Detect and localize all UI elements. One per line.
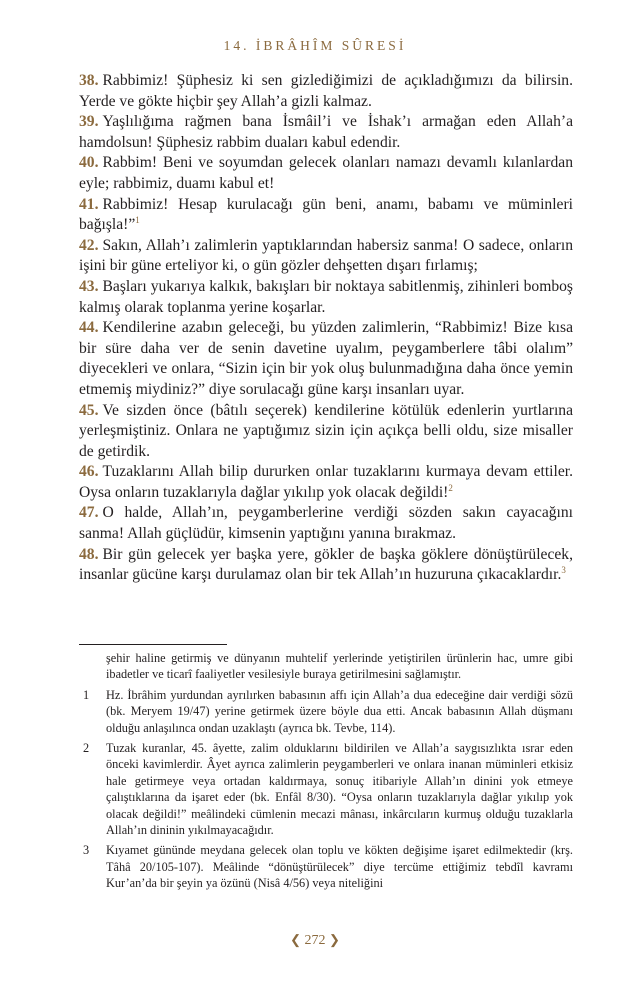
- footnote: [79, 740, 573, 838]
- footnote: [79, 687, 573, 736]
- verse-number: 43.: [79, 277, 99, 295]
- verse-number: 42.: [79, 236, 99, 254]
- footnote-list: [79, 650, 573, 896]
- verse-text: Rabbim! Beni ve soyumdan gelecek olanları namazı devamlı kılanlardan eyle; rabbimiz, duamı kabul et!: [79, 154, 573, 192]
- footnote-number: 3: [83, 843, 90, 858]
- verse: [79, 277, 573, 318]
- verse: [79, 195, 573, 236]
- verse-list: [79, 71, 573, 586]
- footnote-separator: [79, 644, 227, 645]
- verse-number: 38.: [79, 72, 99, 89]
- footnote-text: Tuzak kuranlar, 45. âyette, zalim olduklarını bildirilen ve Allah’a saygısızlıkta ısrar eden önceki kavimlerdir. Âyet ayrıca zalimlerin peygamberleri ve onlara inanan müminleri etkisiz hale getirmeye veya ortadan kaldırmaya, sonuç itibariyle Allah’ın dinini yok etmeye çalıştıklarına da işaret eder (bk. Enfâl 8/30). “Oysa onların tuzaklarıyla dağlar yıkılıp yok olacak değildi!” meâlindeki cümlenin mecazi mânası, inkârcıların kurmuş olduğu tuzaklarla Allah’ın dininin yıkılmayacağıdır.: [106, 741, 573, 838]
- running-header: 14. İBRÂHÎM SÛRESİ: [223, 38, 407, 53]
- footnote-text: şehir haline getirmiş ve dünyanın muhtelif yerlerinde yetiştirilen ürünlerin hac, umre gibi ibadetler ve ticarî faaliyetler vesilesiyle buraya getirilmesini sağlamıştır.: [106, 651, 573, 682]
- verse-number: 40.: [79, 154, 99, 172]
- verse-number: 39.: [79, 113, 99, 131]
- verse: [79, 112, 573, 153]
- verse-text: Bir gün gelecek yer başka yere, gökler de başka göklere dönüştürülecek, insanlar gücüne karşı durulamaz olan bir tek Allah’ın huzuruna çıkacaklardır.: [79, 545, 573, 584]
- verse-text: Sakın, Allah’ı zalimlerin yaptıklarından habersiz sanma! O sadece, onların işini bir güne erteliyor ki, o gün gözler dehşetten dışarı fırlamış;: [79, 236, 573, 275]
- page-number: 272: [304, 933, 326, 948]
- footnote-number: 2: [83, 741, 90, 756]
- verse-text: Kendilerine azabın geleceği, bu yüzden zalimlerin, “Rabbimiz! Bize kısa bir süre daha ver de senin davetine uyalım, peygamberlere tâbi olalım” diyecekleri ve onlara, “Sizin için bir yok oluş bulunmadığına daha önce yemin etmemiş miydiniz?” diye sorulacağı güne karşı insanları uyar.: [79, 319, 573, 398]
- ornament-left-icon: ❮: [290, 932, 301, 947]
- footnote-text: Kıyamet gününde meydana gelecek olan toplu ve kökten değişime işaret edilmektedir (krş. Tâhâ 20/105-107). Meâlinde “dönüştürülecek” diye tercüme ettiğimiz tebdîl kavramı Kur’an’da bir şeyin ya özünü (Nisâ 4/56) veya niteliğini: [106, 843, 573, 891]
- verse-text: Ve sizden önce (bâtılı seçerek) kendilerine kötülük edenlerin yurtlarına yerleşmiştiniz. Onlara ne yaptığımız sizin için açıkça belli oldu, size misaller de getirdik.: [79, 401, 573, 460]
- verse: [79, 545, 573, 586]
- verse-number: 41.: [79, 195, 99, 213]
- page-number-container: [0, 932, 630, 949]
- verse: [79, 71, 573, 112]
- verse-text: Rabbimiz! Şüphesiz ki sen gizlediğimizi de açıkladığımızı da bilirsin. Yerde ve gökte hiçbir şey Allah’a gizli kalmaz.: [79, 72, 573, 110]
- verse-text: Tuzaklarını Allah bilip dururken onlar tuzaklarını kurmaya devam ettiler. Oysa onların tuzaklarıyla dağlar yıkılıp yok olacak değildi!: [79, 463, 573, 501]
- ornament-right-icon: ❯: [329, 932, 340, 947]
- footnote-text: Hz. İbrâhim yurdundan ayrılırken babasının affı için Allah’a dua edeceğine dair verdiği sözü (bk. Meryem 19/47) yerine getirmek üzere böyle dua etti. Ancak babasının Allah düşmanı olduğu anlaşılınca ondan uzaklaştı (ayrıca bk. Tevbe, 114).: [106, 687, 573, 735]
- verse-number: 47.: [79, 504, 99, 522]
- verse: [79, 462, 573, 503]
- verse: [79, 318, 573, 400]
- verse-text: Başları yukarıya kalkık, bakışları bir noktaya sabitlenmiş, zihinleri bomboş kalmış olarak toplanma yerine koşarlar.: [79, 277, 573, 316]
- verse: [79, 236, 573, 277]
- footnote-marker[interactable]: 2: [448, 482, 453, 493]
- verse-text: O halde, Allah’ın, peygamberlerine verdiği sözden sakın cayacağını sanma! Allah güçlüdür, kimsenin yaptığını yanına bırakmaz.: [79, 504, 573, 543]
- verse-number: 46.: [79, 463, 99, 481]
- footnote-number: 1: [83, 687, 90, 702]
- verse-number: 44.: [79, 319, 99, 337]
- verse-number: 45.: [79, 401, 99, 419]
- footnote-marker[interactable]: 1: [135, 215, 140, 226]
- verse: [79, 401, 573, 463]
- footnote: [79, 842, 573, 891]
- verse-text: Yaşlılığıma rağmen bana İsmâil’i ve İshak’ı armağan eden Allah’a hamdolsun! Şüphesiz rabbim duaları kabul edendir.: [79, 113, 573, 151]
- verse-number: 48.: [79, 545, 99, 563]
- footnote: [79, 650, 573, 683]
- verse: [79, 153, 573, 194]
- footnote-marker[interactable]: 3: [561, 565, 566, 576]
- verse-text: Rabbimiz! Hesap kurulacağı gün beni, anamı, babamı ve müminleri bağışla!”: [79, 195, 573, 234]
- verse: [79, 503, 573, 544]
